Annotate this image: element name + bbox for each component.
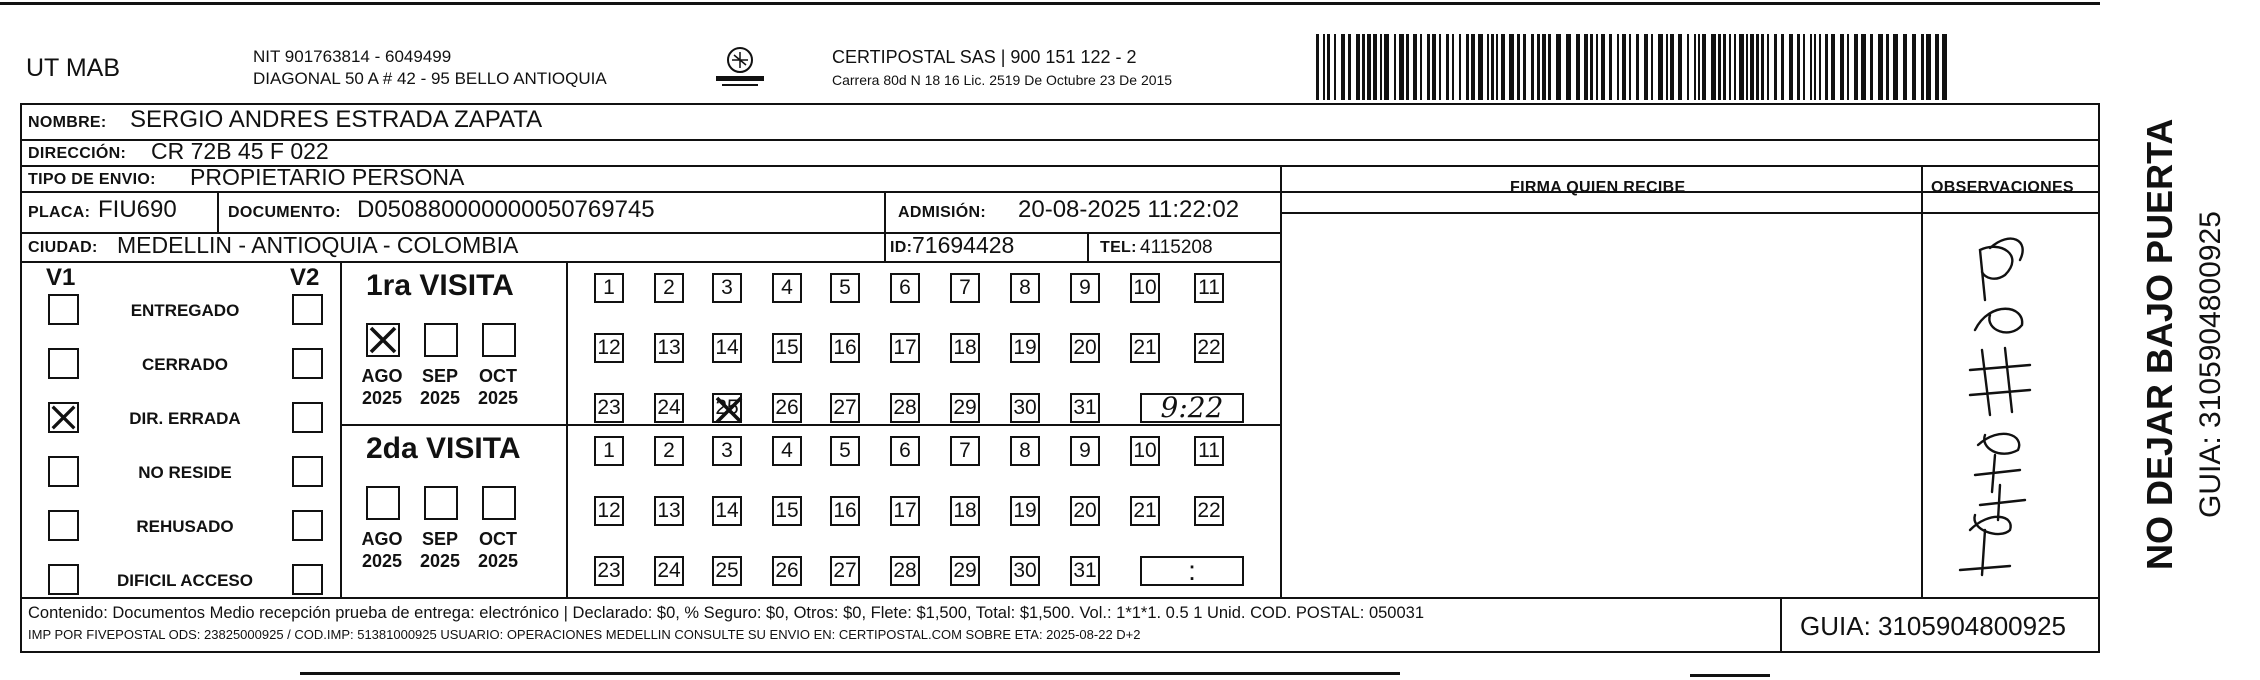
- id-value: 71694428: [912, 232, 1015, 258]
- day-box[interactable]: 3: [712, 273, 742, 303]
- col-divider: [1087, 232, 1089, 261]
- day-box[interactable]: 4: [772, 273, 802, 303]
- day-box[interactable]: 17: [890, 333, 920, 363]
- day-box[interactable]: 15: [772, 496, 802, 526]
- barcode-bar: [1487, 34, 1489, 100]
- v2-label: V2: [290, 264, 320, 291]
- barcode-bar: [1651, 34, 1653, 100]
- col-divider: [1780, 597, 1782, 653]
- month-label: OCT: [479, 529, 517, 549]
- row-divider: [20, 261, 1280, 263]
- barcode-bar: [1935, 34, 1939, 100]
- barcode-bar: [1774, 34, 1777, 100]
- barcode-bar: [1466, 34, 1469, 100]
- col-divider: [340, 261, 342, 597]
- barcode-bar: [1797, 34, 1800, 100]
- barcode-bar: [1658, 34, 1663, 100]
- status-label: CERRADO: [142, 355, 228, 374]
- barcode-bar: [1432, 34, 1436, 100]
- col-divider: [217, 191, 219, 232]
- status-v1-checkbox[interactable]: [48, 294, 79, 325]
- day-box[interactable]: 31: [1070, 393, 1100, 423]
- barcode-bar: [1840, 34, 1844, 100]
- barcode-bar: [1854, 34, 1858, 100]
- status-label: DIFICIL ACCESO: [116, 571, 253, 590]
- barcode-bar: [1729, 34, 1731, 100]
- v1-label: V1: [46, 264, 76, 291]
- barcode-bar: [1334, 34, 1336, 100]
- visit-time-field[interactable]: 9:22: [1140, 393, 1244, 423]
- visit-title: 1ra VISITA: [366, 269, 514, 302]
- day-box[interactable]: 1: [594, 436, 624, 466]
- barcode-bar: [1694, 34, 1696, 100]
- barcode-bar: [1523, 34, 1526, 100]
- visit-title: 2da VISITA: [366, 432, 521, 465]
- day-box[interactable]: 23: [594, 393, 624, 423]
- tipo-envio-value: PROPIETARIO PERSONA: [190, 164, 465, 190]
- barcode-bar: [1459, 34, 1461, 100]
- barcode-bar: [1644, 34, 1648, 100]
- col-divider: [1921, 165, 1923, 597]
- barcode-bar: [1781, 34, 1784, 100]
- barcode-bar: [1810, 34, 1812, 100]
- day-box[interactable]: 4: [772, 436, 802, 466]
- barcode-bar: [1825, 34, 1828, 100]
- tel-label: TEL:: [1100, 239, 1137, 256]
- status-label: ENTREGADO: [130, 301, 240, 320]
- barcode-bar: [1886, 34, 1889, 100]
- barcode-bar: [1711, 34, 1716, 100]
- day-box[interactable]: 24: [654, 393, 684, 423]
- barcode-bar: [1471, 34, 1475, 100]
- barcode-bar: [1767, 34, 1769, 100]
- scan-bottom-line: [1690, 674, 1770, 677]
- barcode-bar: [1622, 34, 1626, 100]
- day-box[interactable]: 27: [830, 556, 860, 586]
- day-box[interactable]: 19: [1010, 333, 1040, 363]
- day-box[interactable]: 21: [1130, 496, 1160, 526]
- day-box[interactable]: 25: [712, 556, 742, 586]
- barcode-bar: [1439, 34, 1441, 100]
- day-box[interactable]: 22: [1194, 496, 1224, 526]
- day-box[interactable]: 29: [950, 556, 980, 586]
- day-box[interactable]: 18: [950, 496, 980, 526]
- barcode-bar: [1406, 34, 1409, 100]
- barcode-bar: [1893, 34, 1898, 100]
- month-checkbox[interactable]: [482, 323, 516, 357]
- scan-edge-line: [0, 2, 2100, 5]
- day-box[interactable]: 19: [1010, 496, 1040, 526]
- barcode-bar: [1362, 34, 1365, 100]
- barcode-bar: [1420, 34, 1422, 100]
- barcode: [1316, 34, 1950, 100]
- status-v2-checkbox[interactable]: [292, 456, 323, 487]
- nombre-value: SERGIO ANDRES ESTRADA ZAPATA: [130, 106, 543, 133]
- month-label: OCT: [479, 366, 517, 386]
- month-label: AGO: [361, 529, 403, 549]
- tel-value: 4115208: [1140, 237, 1213, 258]
- day-box[interactable]: 13: [654, 333, 684, 363]
- barcode-bar: [1670, 34, 1674, 100]
- barcode-bar: [1666, 34, 1668, 100]
- barcode-bar: [1327, 34, 1330, 100]
- barcode-bar: [1912, 34, 1916, 100]
- month-checkbox[interactable]: [366, 486, 400, 520]
- day-box[interactable]: 11: [1194, 273, 1224, 303]
- day-box[interactable]: 6: [890, 273, 920, 303]
- status-v1-checkbox[interactable]: [48, 348, 79, 379]
- day-box[interactable]: 11: [1194, 436, 1224, 466]
- col-divider: [1280, 165, 1282, 597]
- day-box[interactable]: 2: [654, 436, 684, 466]
- day-box[interactable]: 9: [1070, 273, 1100, 303]
- barcode-bar: [1861, 34, 1866, 100]
- barcode-bar: [1819, 34, 1821, 100]
- day-box[interactable]: 13: [654, 496, 684, 526]
- id-label: ID:: [890, 239, 913, 256]
- row-divider: [20, 139, 2100, 141]
- day-box[interactable]: 30: [1010, 556, 1040, 586]
- day-box[interactable]: 24: [654, 556, 684, 586]
- month-year: 2025: [419, 388, 461, 408]
- barcode-bar: [1750, 34, 1754, 100]
- day-box[interactable]: 9: [1070, 436, 1100, 466]
- side-warning: NO DEJAR BAJO PUERTA: [2139, 118, 2180, 570]
- barcode-bar: [1491, 34, 1494, 100]
- company-nit: NIT 901763814 - 6049499: [253, 47, 452, 66]
- barcode-bar: [1496, 34, 1498, 100]
- barcode-bar: [1847, 34, 1849, 100]
- row-divider: [20, 597, 2100, 599]
- status-label: DIR. ERRADA: [129, 409, 241, 428]
- barcode-bar: [1584, 34, 1588, 100]
- month-checkbox[interactable]: [424, 486, 458, 520]
- status-v2-checkbox[interactable]: [292, 294, 323, 325]
- day-box[interactable]: 12: [594, 333, 624, 363]
- barcode-bar: [1413, 34, 1417, 100]
- footer-content: Contenido: Documentos Medio recepción prueba de entrega: electrónico | Declarado: $0, % Seguro: $0, Otros: $0, Flete: $1,500, Total: $1,500. Vol.: 1*1*1. 0.5 1 Unid. COD. POSTAL: 050031: [28, 604, 1425, 622]
- day-box[interactable]: 26: [772, 556, 802, 586]
- day-box[interactable]: 16: [830, 333, 860, 363]
- day-box[interactable]: 31: [1070, 556, 1100, 586]
- status-label: NO RESIDE: [138, 463, 232, 482]
- day-box[interactable]: 17: [890, 496, 920, 526]
- day-box[interactable]: 30: [1010, 393, 1040, 423]
- month-checkbox[interactable]: [424, 323, 458, 357]
- company-name: UT MAB: [26, 54, 120, 82]
- day-box[interactable]: 25: [712, 393, 742, 423]
- month-year: 2025: [419, 551, 461, 571]
- placa-value: FIU690: [98, 196, 177, 223]
- barcode-bar: [1509, 34, 1514, 100]
- scan-bottom-line: [300, 672, 1400, 675]
- day-box[interactable]: 14: [712, 333, 742, 363]
- documento-value: D050880000000050769745: [357, 196, 655, 223]
- status-v1-checkbox[interactable]: [48, 564, 79, 595]
- barcode-bar: [1394, 34, 1396, 100]
- barcode-bar: [1756, 34, 1759, 100]
- day-box[interactable]: 14: [712, 496, 742, 526]
- carrier-name: CERTIPOSTAL SAS | 900 151 122 - 2: [832, 47, 1137, 67]
- barcode-bar: [1870, 34, 1873, 100]
- barcode-bar: [1903, 34, 1907, 100]
- status-v1-checkbox[interactable]: [48, 402, 79, 433]
- col-divider: [884, 191, 886, 261]
- barcode-bar: [1718, 34, 1721, 100]
- day-box[interactable]: 28: [890, 393, 920, 423]
- day-box[interactable]: 23: [594, 556, 624, 586]
- day-box[interactable]: 1: [594, 273, 624, 303]
- barcode-bar: [1878, 34, 1883, 100]
- month-label: AGO: [361, 366, 403, 386]
- barcode-bar: [1399, 34, 1404, 100]
- barcode-bar: [1427, 34, 1430, 100]
- tipo-envio-label: TIPO DE ENVIO:: [28, 171, 156, 188]
- barcode-bar: [1590, 34, 1593, 100]
- barcode-bar: [1687, 34, 1689, 100]
- barcode-bar: [1702, 34, 1706, 100]
- day-box[interactable]: 3: [712, 436, 742, 466]
- day-box[interactable]: 10: [1130, 273, 1160, 303]
- barcode-bar: [1542, 34, 1546, 100]
- barcode-bar: [1548, 34, 1551, 100]
- col-divider: [566, 261, 568, 597]
- firma-header: FIRMA QUIEN RECIBE: [1510, 179, 1686, 196]
- month-checkbox[interactable]: [482, 486, 516, 520]
- day-box[interactable]: 28: [890, 556, 920, 586]
- day-box[interactable]: 8: [1010, 436, 1040, 466]
- barcode-bar: [1814, 34, 1816, 100]
- side-guia: GUIA: 3105904800925: [2194, 211, 2227, 518]
- day-box[interactable]: 26: [772, 393, 802, 423]
- barcode-bar: [1596, 34, 1598, 100]
- day-box[interactable]: 29: [950, 393, 980, 423]
- day-box[interactable]: 5: [830, 273, 860, 303]
- direccion-label: DIRECCIÓN:: [28, 145, 127, 162]
- company-address: DIAGONAL 50 A # 42 - 95 BELLO ANTIOQUIA: [253, 69, 607, 88]
- barcode-bar: [1348, 34, 1351, 100]
- barcode-bar: [1566, 34, 1571, 100]
- day-box[interactable]: 27: [830, 393, 860, 423]
- barcode-bar: [1367, 34, 1371, 100]
- barcode-bar: [1617, 34, 1619, 100]
- barcode-bar: [1501, 34, 1505, 100]
- nombre-label: NOMBRE:: [28, 114, 107, 131]
- day-box[interactable]: 7: [950, 436, 980, 466]
- status-label: REHUSADO: [136, 517, 234, 536]
- admision-label: ADMISIÓN:: [898, 204, 987, 221]
- day-box[interactable]: 16: [830, 496, 860, 526]
- ciudad-value: MEDELLIN - ANTIOQUIA - COLOMBIA: [117, 232, 519, 258]
- barcode-bar: [1698, 34, 1700, 100]
- barcode-bar: [1629, 34, 1631, 100]
- barcode-bar: [1323, 34, 1325, 100]
- month-year: 2025: [477, 551, 519, 571]
- barcode-bar: [1761, 34, 1764, 100]
- month-checkbox[interactable]: [366, 323, 400, 357]
- barcode-bar: [1789, 34, 1793, 100]
- barcode-bar: [1831, 34, 1835, 100]
- barcode-bar: [1576, 34, 1580, 100]
- barcode-bar: [1478, 34, 1483, 100]
- status-v1-checkbox[interactable]: [48, 456, 79, 487]
- day-box[interactable]: 6: [890, 436, 920, 466]
- day-box[interactable]: 12: [594, 496, 624, 526]
- day-box[interactable]: 8: [1010, 273, 1040, 303]
- barcode-bar: [1942, 34, 1947, 100]
- status-v2-checkbox[interactable]: [292, 564, 323, 595]
- status-v2-checkbox[interactable]: [292, 402, 323, 433]
- barcode-bar: [1452, 34, 1454, 100]
- barcode-bar: [1384, 34, 1389, 100]
- barcode-bar: [1356, 34, 1360, 100]
- barcode-bar: [1373, 34, 1377, 100]
- barcode-bar: [1734, 34, 1736, 100]
- month-year: 2025: [477, 388, 519, 408]
- barcode-bar: [1380, 34, 1382, 100]
- placa-label: PLACA:: [28, 204, 91, 221]
- status-v2-checkbox[interactable]: [292, 348, 323, 379]
- footer-print-info: IMP POR FIVEPOSTAL ODS: 23825000925 / COD.IMP: 51381000925 USUARIO: OPERACIONES MEDELLIN CONSULTE SU ENVIO EN: CERTIPOSTAL.COM SOBRE ETA: 2025-08-22 D+2: [28, 627, 1141, 642]
- direccion-value: CR 72B 45 F 022: [151, 138, 329, 164]
- barcode-bar: [1341, 34, 1345, 100]
- status-v2-checkbox[interactable]: [292, 510, 323, 541]
- day-box[interactable]: 22: [1194, 333, 1224, 363]
- day-box[interactable]: 21: [1130, 333, 1160, 363]
- day-box[interactable]: 7: [950, 273, 980, 303]
- day-box[interactable]: 15: [772, 333, 802, 363]
- barcode-bar: [1609, 34, 1612, 100]
- day-box[interactable]: 5: [830, 436, 860, 466]
- barcode-bar: [1601, 34, 1605, 100]
- day-box[interactable]: 2: [654, 273, 684, 303]
- day-box[interactable]: 18: [950, 333, 980, 363]
- visit-time-field[interactable]: :: [1140, 556, 1244, 586]
- admision-value: 20-08-2025 11:22:02: [1018, 196, 1240, 223]
- row-divider: [20, 191, 2100, 193]
- barcode-bar: [1746, 34, 1748, 100]
- barcode-bar: [1446, 34, 1449, 100]
- row-divider: [1280, 212, 2100, 214]
- barcode-bar: [1723, 34, 1726, 100]
- day-box[interactable]: 20: [1070, 333, 1100, 363]
- barcode-bar: [1316, 34, 1319, 100]
- carrier-license: Carrera 80d N 18 16 Lic. 2519 De Octubre 23 De 2015: [832, 72, 1173, 88]
- barcode-bar: [1803, 34, 1805, 100]
- barcode-bar: [1921, 34, 1924, 100]
- barcode-bar: [1556, 34, 1561, 100]
- day-box[interactable]: 20: [1070, 496, 1100, 526]
- day-box[interactable]: 10: [1130, 436, 1160, 466]
- month-year: 2025: [361, 551, 403, 571]
- barcode-bar: [1926, 34, 1931, 100]
- month-label: SEP: [421, 529, 459, 549]
- visit-divider: [340, 424, 1280, 426]
- month-label: SEP: [421, 366, 459, 386]
- status-v1-checkbox[interactable]: [48, 510, 79, 541]
- barcode-bar: [1678, 34, 1682, 100]
- ciudad-label: CIUDAD:: [28, 239, 98, 256]
- guia-box-value: GUIA: 3105904800925: [1800, 611, 2066, 641]
- documento-label: DOCUMENTO:: [228, 204, 341, 221]
- barcode-bar: [1531, 34, 1534, 100]
- barcode-bar: [1739, 34, 1744, 100]
- barcode-bar: [1517, 34, 1520, 100]
- barcode-bar: [1537, 34, 1540, 100]
- observation-handwriting: [1930, 230, 2050, 590]
- month-year: 2025: [361, 388, 403, 408]
- barcode-bar: [1636, 34, 1639, 100]
- observaciones-header: OBSERVACIONES: [1931, 179, 2074, 196]
- certipostal-logo: [712, 44, 768, 90]
